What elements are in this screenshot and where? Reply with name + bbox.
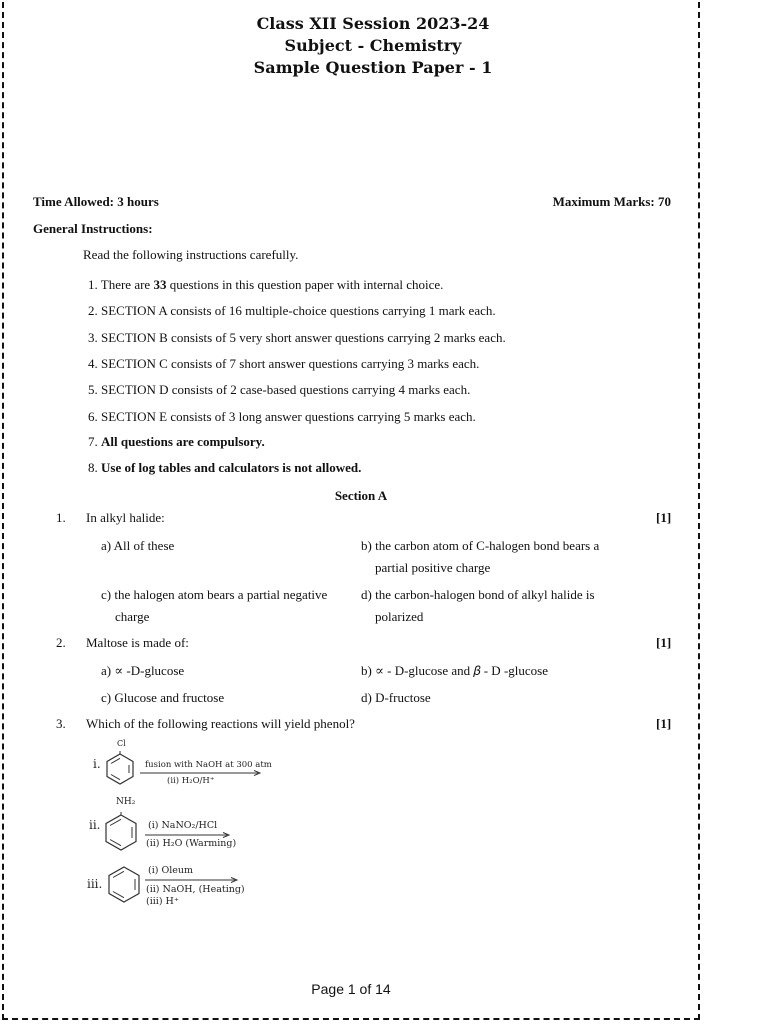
reaction-arrow-icon: [145, 877, 239, 883]
question-3-number: 3.: [56, 716, 66, 731]
instructions-intro: Read the following instructions carefully.: [83, 247, 299, 262]
benzene-ring-icon: [104, 751, 136, 787]
question-2-text: Maltose is made of:: [86, 635, 189, 650]
reaction-ii-condition-bottom: (ii) H₂O (Warming): [146, 838, 237, 849]
reaction-ii-substituent: NH₂: [116, 797, 136, 807]
question-3-marks: [1]: [656, 716, 672, 731]
instruction-item: 2. SECTION A consists of 16 multiple-choice questions carrying 1 mark each.: [88, 303, 496, 318]
benzene-ring-icon: [106, 864, 142, 906]
instruction-item: 4. SECTION C consists of 7 short answer questions carrying 3 marks each.: [88, 356, 480, 371]
q1-option-a: a) All of these: [101, 538, 175, 553]
instruction-item: 8. Use of log tables and calculators is not allowed.: [88, 460, 362, 475]
header-paper-title: Sample Question Paper - 1: [253, 58, 493, 77]
reaction-ii-label: ii.: [89, 818, 101, 832]
reaction-ii-condition-top: (i) NaNO₂/HCl: [148, 820, 218, 831]
reaction-i-substituent: Cl: [117, 739, 126, 748]
header-class-session: Class XII Session 2023-24: [256, 14, 490, 33]
instruction-item: 1. There are 33 questions in this question paper with internal choice.: [88, 277, 444, 292]
maximum-marks: Maximum Marks: 70: [552, 194, 671, 209]
q2-option-a: a) ∝ -D-glucose: [101, 663, 185, 678]
q1-option-b: b) the carbon atom of C-halogen bond bears a partial positive charge: [361, 538, 600, 575]
instruction-item: 3. SECTION B consists of 5 very short answer questions carrying 2 marks each.: [88, 330, 506, 345]
reaction-iii-condition-top: (i) Oleum: [148, 865, 194, 876]
instruction-item: 7. All questions are compulsory.: [88, 434, 265, 449]
reaction-iii-condition-bottom: (ii) NaOH, (Heating): [146, 884, 245, 895]
reaction-iii-condition-bottom-2: (iii) H⁺: [146, 896, 179, 907]
q2-option-b: b) ∝ - D-glucose and 𝛽 - D -glucose: [361, 663, 548, 678]
general-instructions-heading: General Instructions:: [33, 221, 153, 236]
question-2-marks: [1]: [656, 635, 672, 650]
q2-option-d: d) D-fructose: [361, 690, 431, 705]
reaction-iii-label: iii.: [87, 877, 103, 891]
section-a-title: Section A: [334, 488, 388, 503]
reaction-i-condition-bottom: (ii) H₂O/H⁺: [167, 776, 215, 786]
time-allowed: Time Allowed: 3 hours: [33, 194, 159, 209]
question-1-marks: [1]: [656, 510, 672, 525]
question-2-number: 2.: [56, 635, 66, 650]
instruction-item: 5. SECTION D consists of 2 case-based questions carrying 4 marks each.: [88, 382, 471, 397]
paper-header: [0, 13, 746, 79]
reaction-i-condition-top: fusion with NaOH at 300 atm: [145, 760, 272, 770]
question-1-number: 1.: [56, 510, 66, 525]
question-3-text: Which of the following reactions will yield phenol?: [86, 716, 355, 731]
q1-option-c: c) the halogen atom bears a partial negative charge: [101, 587, 328, 624]
page-number: Page 1 of 14: [311, 981, 391, 997]
q2-option-c: c) Glucose and fructose: [101, 690, 225, 705]
q1-option-d: d) the carbon-halogen bond of alkyl halide is polarized: [361, 587, 595, 624]
instruction-item: 6. SECTION E consists of 3 long answer questions carrying 5 marks each.: [88, 409, 476, 424]
reaction-i-label: i.: [93, 757, 101, 771]
header-subject: Subject - Chemistry: [284, 36, 462, 55]
benzene-ring-icon: [103, 812, 139, 854]
question-1-text: In alkyl halide:: [86, 510, 165, 525]
